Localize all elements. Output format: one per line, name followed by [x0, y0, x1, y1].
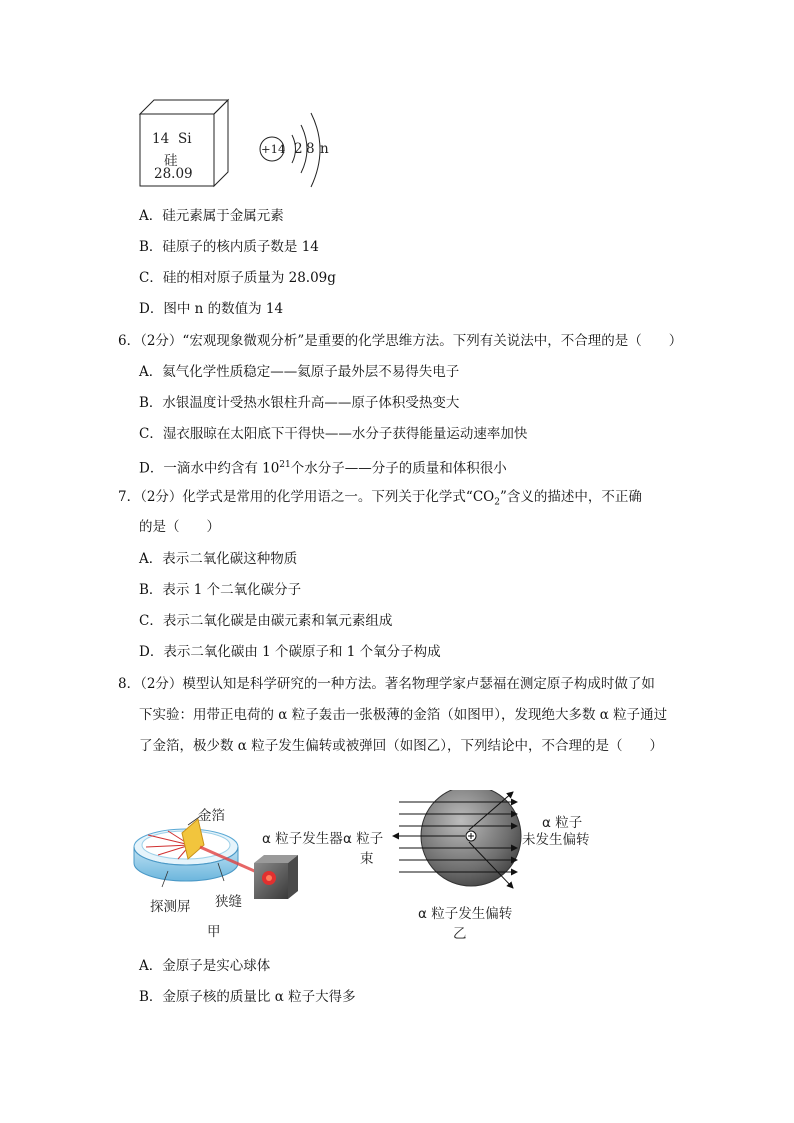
label-alpha-beam-2: 束: [360, 851, 374, 867]
q6-option-c: C．湿衣服晾在太阳底下干得快——水分子获得能量运动速率加快: [139, 426, 528, 442]
q7-option-c: C．表示二氧化碳是由碳元素和氧元素组成: [139, 613, 393, 629]
q7-stem: 7．（2分）化学式是常用的化学用语之一。下列关于化学式“$CO_2$”含义的描述中，不正确: [118, 489, 642, 508]
q8-stem-line1: 8．（2分）模型认知是科学研究的一种方法。著名物理学家卢瑟福在测定原子构成时做了如: [118, 676, 655, 692]
q8-option-b: B．金原子核的质量比 α 粒子大得多: [139, 989, 356, 1005]
atom-shell-3: n: [320, 141, 329, 157]
element-number: 14: [152, 131, 170, 147]
q8-stem-line3: 了金箔，极少数 α 粒子发生偏转或被弹回（如图乙），下列结论中，不合理的是（ ）: [139, 738, 663, 754]
label-detector-screen: 探测屏: [150, 899, 191, 915]
q8-option-a: A．金原子是实心球体: [139, 958, 271, 974]
label-undeflected-2: 未发生偏转: [522, 832, 590, 848]
q6-option-b: B．水银温度计受热水银柱升高——原子体积受热变大: [139, 395, 460, 411]
label-undeflected-1: α 粒子: [542, 815, 583, 831]
element-symbol: Si: [178, 131, 192, 147]
atom-shell-1: 2: [294, 141, 303, 157]
q5-option-c: C．硅的相对原子质量为 28.09g: [139, 270, 336, 286]
q5-option-a: A．硅元素属于金属元素: [139, 208, 284, 224]
caption-figure-a: 甲: [207, 924, 221, 940]
label-gold-foil: 金箔: [198, 808, 225, 824]
q6-option-a: A．氦气化学性质稳定——氦原子最外层不易得失电子: [139, 364, 460, 380]
q6-stem: 6．（2分）“宏观现象微观分析”是重要的化学思维方法。下列有关说法中，不合理的是（ ）: [118, 333, 683, 349]
label-slit: 狭缝: [215, 894, 242, 910]
q5-option-b: B．硅原子的核内质子数是 14: [139, 239, 319, 255]
label-deflected: α 粒子发生偏转: [418, 906, 513, 922]
caption-figure-b: 乙: [453, 926, 467, 942]
label-alpha-generator: α 粒子发生器: [262, 831, 343, 847]
q7-option-d: D．表示二氧化碳由 1 个碳原子和 1 个氧分子构成: [139, 644, 441, 660]
atom-nucleus: +14: [261, 142, 286, 156]
element-mass: 28.09: [154, 166, 193, 182]
atom-shell-2: 8: [306, 141, 315, 157]
q7-option-a: A．表示二氧化碳这种物质: [139, 551, 298, 567]
element-name: 硅: [164, 153, 178, 169]
gold-atom-scattering-figure: [385, 790, 525, 900]
q7-option-b: B．表示 1 个二氧化碳分子: [139, 582, 302, 598]
q5-option-d: D．图中 n 的数值为 14: [139, 301, 284, 317]
q7-stem-line2: 的是（ ）: [139, 519, 220, 535]
label-alpha-beam-1: α 粒子: [343, 831, 384, 847]
q8-stem-line2: 下实验：用带正电荷的 α 粒子轰击一张极薄的金箔（如图甲），发现绝大多数 α 粒子通过: [139, 707, 668, 723]
q6-option-d: D．一滴水中约含有 $10^{21}$个水分子——分子的质量和体积很小: [139, 460, 507, 477]
